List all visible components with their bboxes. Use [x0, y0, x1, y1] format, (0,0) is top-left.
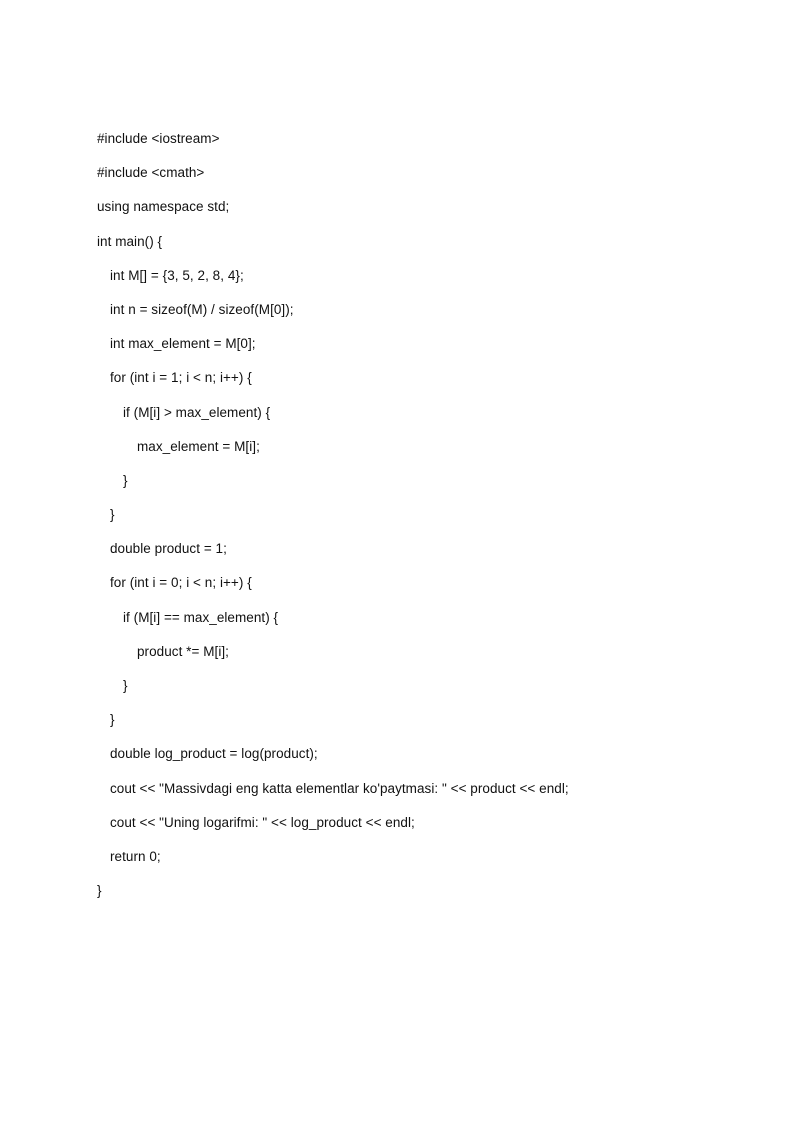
code-line: cout << "Massivdagi eng katta elementlar ko'paytmasi: " << product << endl; — [110, 780, 569, 796]
code-line: double log_product = log(product); — [110, 746, 318, 762]
code-line: #include <cmath> — [97, 165, 205, 181]
code-line: product *= M[i]; — [137, 643, 229, 659]
code-line: int main() { — [97, 233, 163, 249]
code-line: double product = 1; — [110, 541, 227, 557]
code-line: int max_element = M[0]; — [110, 336, 256, 352]
code-line: int M[] = {3, 5, 2, 8, 4}; — [110, 267, 244, 283]
code-line: if (M[i] > max_element) { — [123, 404, 271, 420]
code-line: } — [123, 472, 128, 488]
code-line: max_element = M[i]; — [137, 438, 260, 454]
code-line: using namespace std; — [97, 199, 230, 215]
code-line: #include <iostream> — [97, 131, 220, 146]
code-block — [97, 129, 757, 915]
code-line: if (M[i] == max_element) { — [123, 609, 279, 625]
code-line: cout << "Uning logarifmi: " << log_product << endl; — [110, 814, 415, 830]
code-line: for (int i = 0; i < n; i++) { — [110, 575, 252, 591]
code-line: for (int i = 1; i < n; i++) { — [110, 370, 252, 386]
code-line: } — [110, 712, 115, 728]
code-line: } — [97, 883, 102, 899]
code-line: } — [123, 678, 128, 693]
code-line: } — [110, 507, 115, 523]
code-line: int n = sizeof(M) / sizeof(M[0]); — [110, 301, 294, 317]
code-line: return 0; — [110, 848, 161, 864]
